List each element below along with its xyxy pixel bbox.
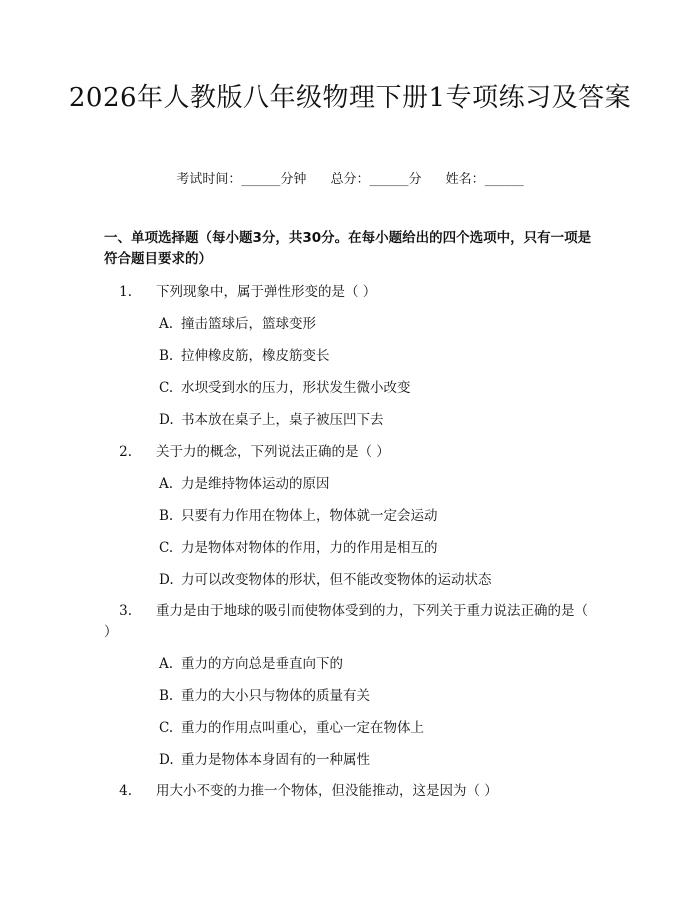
exam-time-blank: ______分钟 — [241, 172, 307, 187]
exam-meta — [0, 168, 700, 187]
option-letter: C. — [159, 380, 174, 396]
option-text: 只要有力作用在物体上，物体就一定会运动 — [181, 508, 438, 524]
option-letter: B. — [159, 508, 174, 524]
question-text: 关于力的概念，下列说法正确的是（ ） — [156, 444, 390, 460]
option-text: 重力的方向总是垂直向下的 — [181, 656, 343, 672]
student-name-label: 姓名： — [445, 172, 485, 187]
option-letter: D. — [159, 412, 174, 428]
option-letter: B. — [159, 688, 174, 704]
option-3b — [159, 686, 599, 707]
student-name — [446, 172, 524, 187]
exam-time — [176, 172, 306, 187]
option-text: 撞击篮球后，篮球变形 — [181, 316, 316, 332]
option-text: 重力的作用点叫重心，重心一定在物体上 — [181, 720, 424, 736]
option-text: 重力是物体本身固有的一种属性 — [181, 752, 370, 768]
section-heading-single-choice: 一、单项选择题（每小题3分，共30分。在每小题给出的四个选项中，只有一项是符合题目要求的） — [104, 230, 592, 267]
option-text: 力是维持物体运动的原因 — [181, 476, 330, 492]
option-2b — [159, 506, 599, 527]
option-2c — [159, 538, 599, 559]
option-3d — [159, 750, 599, 771]
option-2a — [159, 474, 599, 495]
exam-time-label: 考试时间： — [176, 172, 242, 187]
option-1b — [159, 346, 599, 367]
option-letter: B. — [159, 348, 174, 364]
question-3 — [104, 601, 596, 643]
option-letter: A. — [159, 316, 174, 332]
option-text: 拉伸橡皮筋，橡皮筋变长 — [181, 348, 330, 364]
question-number: 2. — [119, 444, 132, 460]
option-1d — [159, 410, 599, 431]
option-letter: C. — [159, 540, 174, 556]
question-1 — [104, 282, 600, 303]
option-letter: A. — [159, 476, 174, 492]
total-score — [330, 172, 421, 187]
student-name-blank: ______ — [484, 172, 524, 187]
option-letter: A. — [159, 656, 174, 672]
option-1a — [159, 314, 599, 335]
question-number: 1. — [119, 284, 132, 300]
option-letter: D. — [159, 752, 174, 768]
option-2d — [159, 570, 599, 591]
option-text: 力是物体对物体的作用，力的作用是相互的 — [181, 540, 438, 556]
question-4 — [104, 781, 600, 802]
question-text: 用大小不变的力推一个物体，但没能推动，这是因为（ ） — [156, 783, 498, 799]
option-text: 力可以改变物体的形状，但不能改变物体的运动状态 — [181, 572, 492, 588]
option-1c — [159, 378, 599, 399]
option-text: 重力的大小只与物体的质量有关 — [181, 688, 370, 704]
option-text: 书本放在桌子上，桌子被压凹下去 — [181, 412, 384, 428]
option-3a — [159, 654, 599, 675]
question-text: 下列现象中，属于弹性形变的是（ ） — [156, 284, 377, 300]
option-3c — [159, 718, 599, 739]
question-number: 3. — [119, 603, 132, 619]
document-title: 2026年人教版八年级物理下册1专项练习及答案 — [68, 83, 632, 113]
question-text: 重力是由于地球的吸引而使物体受到的力，下列关于重力说法正确的是（ ） — [104, 603, 588, 640]
question-2 — [104, 442, 600, 463]
option-letter: C. — [159, 720, 174, 736]
total-score-label: 总分： — [330, 172, 370, 187]
total-score-blank: ______分 — [369, 172, 422, 187]
option-letter: D. — [159, 572, 174, 588]
question-number: 4. — [119, 783, 132, 799]
option-text: 水坝受到水的压力，形状发生微小改变 — [181, 380, 411, 396]
